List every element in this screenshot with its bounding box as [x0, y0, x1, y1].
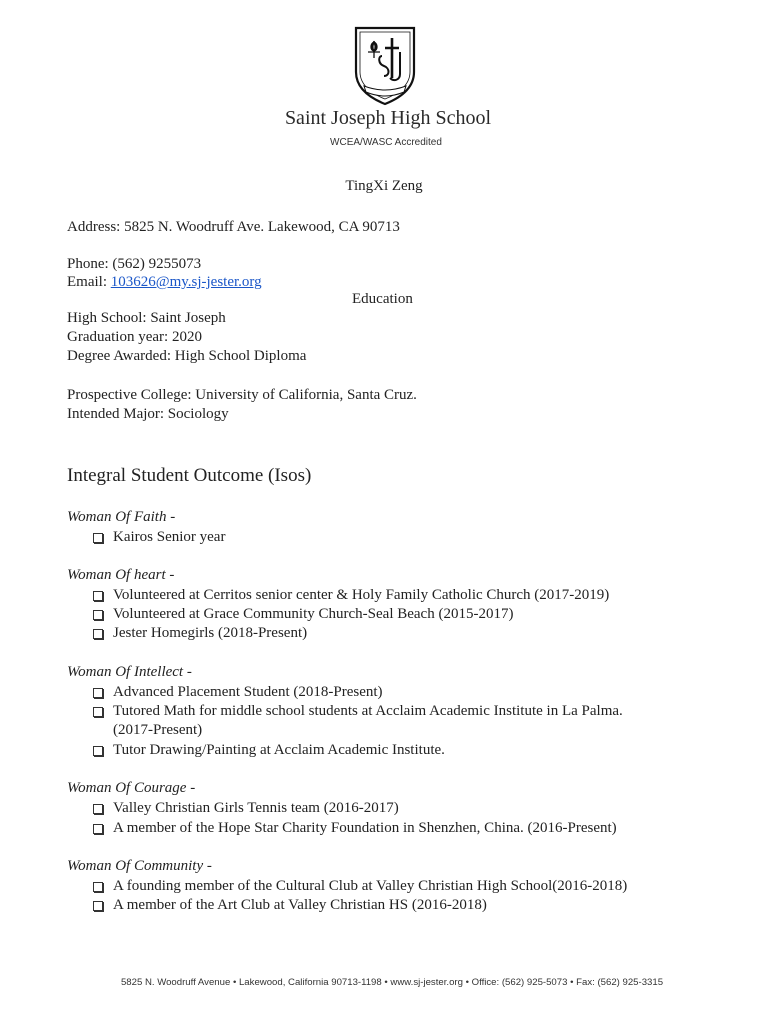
email-link[interactable]: 103626@my.sj-jester.org: [110, 274, 262, 290]
checkbox-bullet-icon: [93, 804, 103, 814]
school-name: Saint Joseph High School: [284, 107, 492, 129]
checkbox-bullet-icon: [93, 901, 103, 911]
graduation-line: Graduation year: 2020: [67, 329, 202, 345]
list-item: Tutor Drawing/Painting at Acclaim Academic Institute.: [113, 742, 445, 758]
degree-line: Degree Awarded: High School Diploma: [67, 348, 307, 364]
section-label-intellect: Woman Of Intellect -: [67, 664, 192, 680]
college-line: Prospective College: University of California, Santa Cruz.: [67, 387, 417, 403]
high-school-line: High School: Saint Joseph: [67, 310, 226, 326]
school-crest-logo: [352, 26, 418, 106]
list-item-continuation: (2017-Present): [113, 722, 203, 738]
list-item: Tutored Math for middle school students at Acclaim Academic Institute in La Palma.: [113, 703, 623, 719]
list-item: Volunteered at Grace Community Church-Seal Beach (2015-2017): [113, 606, 514, 622]
email-line: [67, 273, 262, 292]
list-item: A founding member of the Cultural Club at Valley Christian High School(2016-2018): [113, 878, 628, 894]
list-item: Advanced Placement Student (2018-Present): [113, 684, 383, 700]
checkbox-bullet-icon: [93, 533, 103, 543]
checkbox-bullet-icon: [93, 707, 103, 717]
checkbox-bullet-icon: [93, 688, 103, 698]
address-line: Address: 5825 N. Woodruff Ave. Lakewood, CA 90713: [67, 219, 400, 235]
major-line: Intended Major: Sociology: [67, 406, 229, 422]
isos-heading: Integral Student Outcome (Isos): [67, 465, 312, 486]
checkbox-bullet-icon: [93, 746, 103, 756]
section-label-community: Woman Of Community -: [67, 858, 212, 874]
checkbox-bullet-icon: [93, 591, 103, 601]
phone-line: Phone: (562) 9255073: [67, 256, 202, 272]
checkbox-bullet-icon: [93, 629, 103, 639]
checkbox-bullet-icon: [93, 882, 103, 892]
section-label-courage: Woman Of Courage -: [67, 780, 196, 796]
list-item: Valley Christian Girls Tennis team (2016-2017): [113, 800, 399, 816]
footer-contact-line: 5825 N. Woodruff Avenue • Lakewood, California 90713-1198 • www.sj-jester.org • Office: (562) 925-5073 • Fax: (562) 925-3315: [120, 977, 664, 988]
section-label-heart: Woman Of heart -: [67, 567, 175, 583]
checkbox-bullet-icon: [93, 610, 103, 620]
email-label: Email:: [67, 274, 111, 290]
section-label-faith: Woman Of Faith -: [67, 509, 176, 525]
accreditation-text: WCEA/WASC Accredited: [330, 137, 442, 148]
list-item: Volunteered at Cerritos senior center & Holy Family Catholic Church (2017-2019): [113, 587, 610, 603]
education-heading: Education: [352, 291, 413, 307]
checkbox-bullet-icon: [93, 824, 103, 834]
list-item: A member of the Hope Star Charity Foundation in Shenzhen, China. (2016-Present): [113, 820, 617, 836]
list-item: Kairos Senior year: [113, 529, 226, 545]
list-item: A member of the Art Club at Valley Christian HS (2016-2018): [113, 897, 487, 913]
student-name: TingXi Zeng: [345, 178, 423, 194]
list-item: Jester Homegirls (2018-Present): [113, 625, 308, 641]
